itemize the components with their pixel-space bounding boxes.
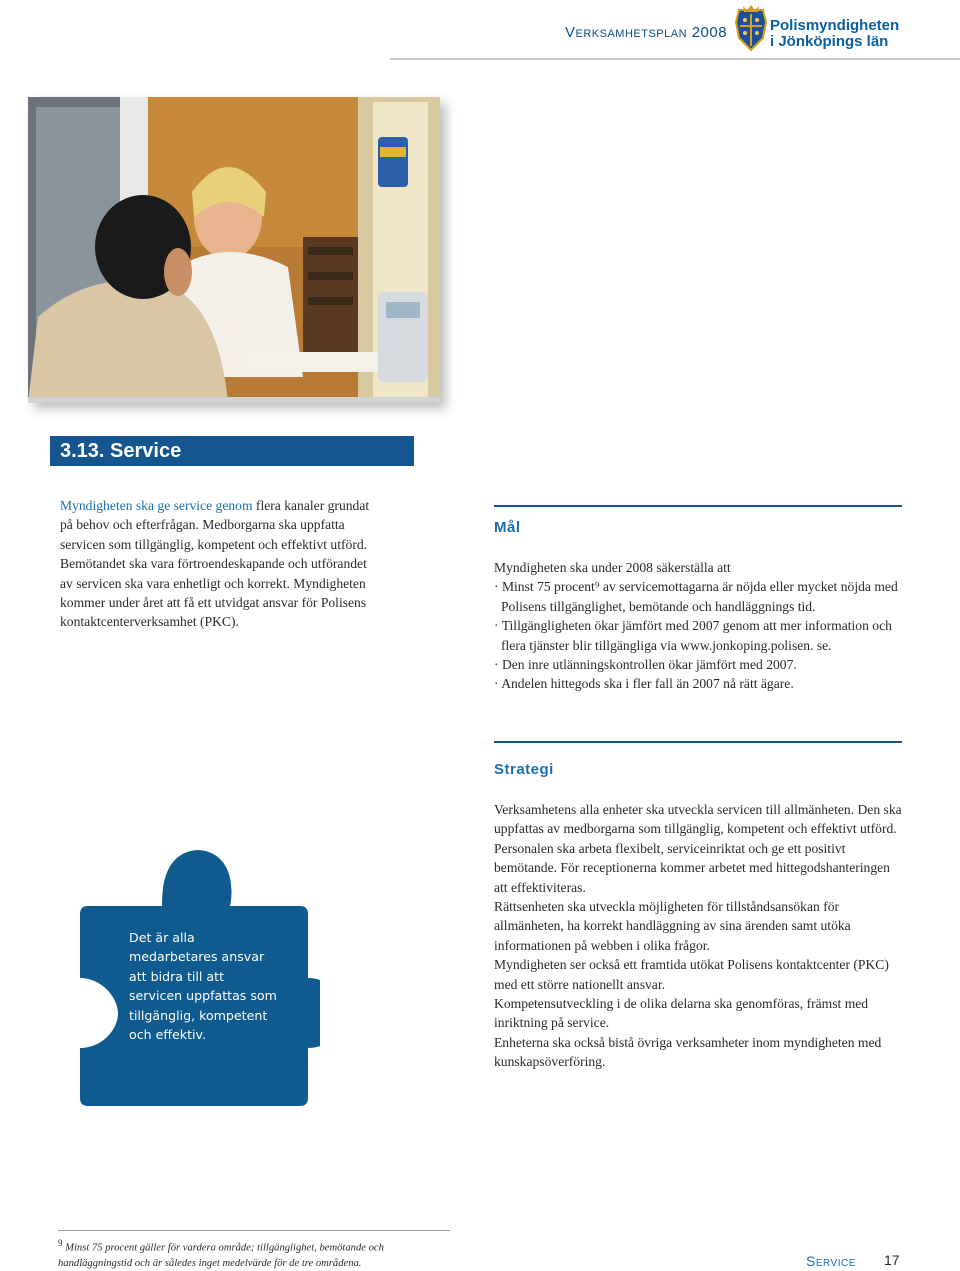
strategi-paragraph: Rättsenheten ska utveckla möjligheten för tillståndsansökan för allmänheten, ha korrekt handläggning av sina ärenden samt utöka informationen på webben i olika frågor. [494, 899, 851, 953]
mal-heading: Mål [494, 519, 521, 536]
mal-lead: Myndigheten ska under 2008 säkerställa att [494, 560, 731, 575]
footnote [58, 1236, 458, 1271]
strategi-paragraph: Verksamhetens alla enheter ska utveckla servicen till allmänheten. Den ska uppfattas av medborgarna som tillgänglig, kompetent och effektivt utförd. Personalen ska arbeta flexibelt, serviceinriktat och ge ett positivt bemötande. För receptionerna kommer arbetet med hittegodshanteringen att effektiviteras. [494, 802, 902, 895]
strategi-paragraph: Myndigheten ser också ett framtida utökat Polisens kontaktcenter (PKC) med ett större nationellt ansvar. [494, 957, 889, 992]
mal-top-rule [494, 505, 902, 507]
strategi-heading: Strategi [494, 761, 554, 778]
page-number: 17 [884, 1252, 900, 1268]
logo-line-1: Polismyndigheten [770, 17, 900, 34]
mal-item: · Den inre utlänningskontrollen ökar jämfört med 2007. [494, 655, 904, 674]
intro-lead: Myndigheten ska ge service genom [60, 498, 253, 513]
mal-item: · Minst 75 procent⁹ av servicemottagarna är nöjda eller mycket nöjda med Polisens tillgänglighet, bemötande och handläggnings tid. [494, 577, 904, 616]
intro-paragraph [60, 496, 375, 632]
footer-section-label: Service [806, 1253, 856, 1269]
mal-item: · Tillgängligheten ökar jämfört med 2007 genom att mer information och flera tjänster blir tillgängliga via www.jonkoping.polisen. se. [494, 616, 904, 655]
intro-text: flera kanaler grundat på behov och efterfrågan. Medborgarna ska uppfatta servicen som tillgänglig, kompetent och effektivt utförd. Bemötandet ska vara förtroendeskapande och utförandet av servicen ska vara enhetligt och korrekt. Myndigheten kommer under året att få ett utvidgat ansvar för Polisens kontaktcenterverksamhet (PKC). [60, 498, 370, 630]
header-rule [390, 58, 960, 60]
logo-wordmark [770, 18, 899, 50]
strategi-paragraph: Kompetensutveckling i de olika delarna ska genomföras, främst med inriktning på service. [494, 996, 869, 1031]
footnote-marker: 9 [58, 1238, 63, 1248]
footnote-rule [58, 1230, 450, 1231]
strategi-paragraph: Enheterna ska också bistå övriga verksamheter inom myndigheten med kunskapsöverföring. [494, 1034, 882, 1070]
reception-photo [28, 97, 440, 403]
logo-line-2: i Jönköpings län [770, 33, 889, 50]
footnote-text: Minst 75 procent gäller för vardera område; tillgänglighet, bemötande och handläggningstid och är således inget medelvärde för de tre områdena. [58, 1242, 384, 1269]
strategi-content [494, 800, 904, 1072]
mal-item: · Andelen hittegods ska i fler fall än 2007 nå rätt ägare. [494, 674, 904, 693]
section-title: 3.13. Service [60, 440, 182, 462]
mal-bottom-rule [494, 741, 902, 743]
running-header-title: Verksamhetsplan 2008 [565, 24, 728, 41]
mal-content [494, 558, 904, 694]
police-crest-icon [733, 4, 769, 54]
mal-list [494, 577, 904, 693]
pull-quote: Det är alla medarbetares ansvar att bidra till att servicen uppfattas som tillgänglig, kompetent och effektiv. [129, 930, 277, 1043]
